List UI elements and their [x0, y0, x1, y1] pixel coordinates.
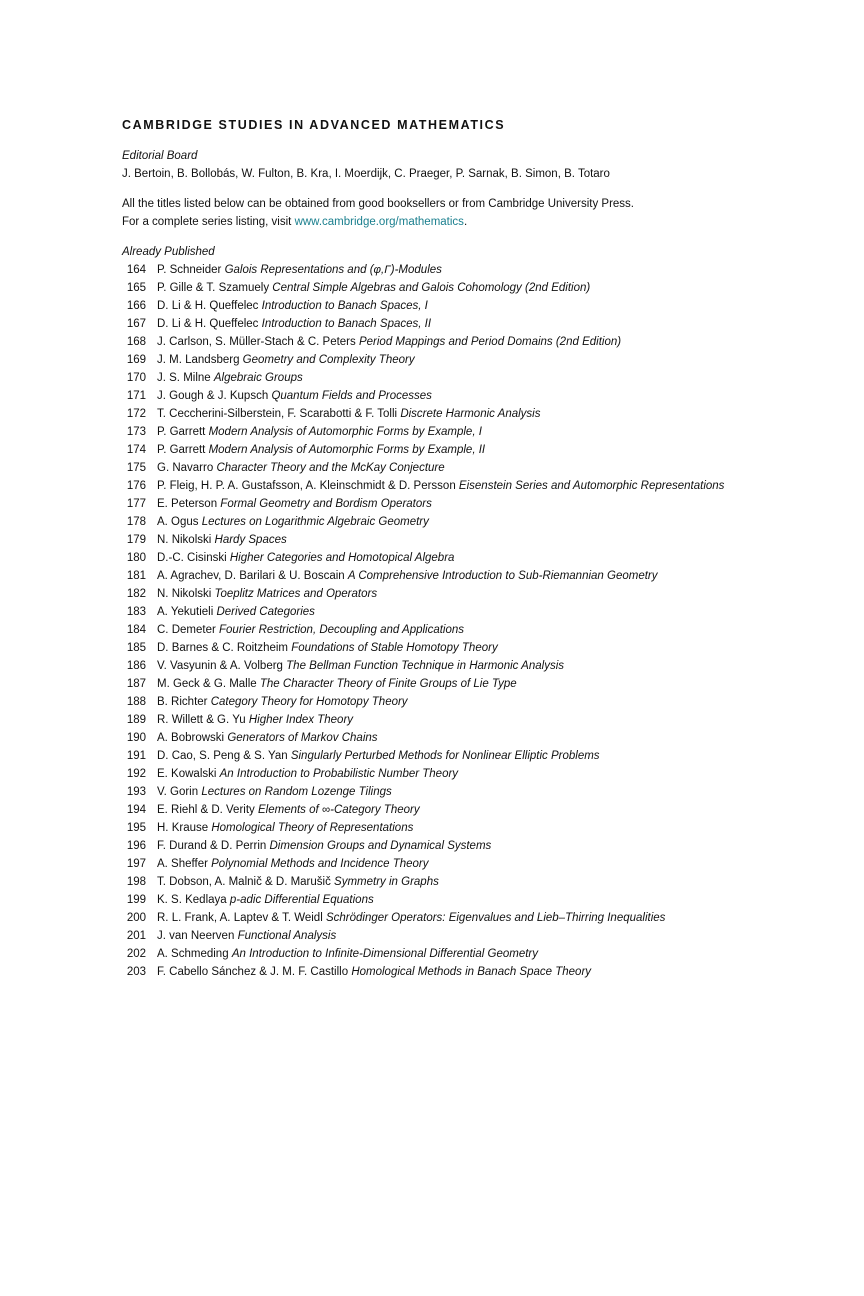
entry-text — [146, 819, 747, 837]
entry-authors: J. Carlson, S. Müller-Stach & C. Peters — [157, 336, 356, 348]
list-item — [122, 621, 762, 639]
entry-authors: J. M. Landsberg — [157, 354, 240, 366]
intro-line-1: All the titles listed below can be obtained from good booksellers or from Cambridge University Press. — [122, 198, 634, 210]
entry-title: Hardy Spaces — [214, 534, 287, 546]
entry-text — [146, 765, 747, 783]
entry-authors: P. Garrett — [157, 444, 206, 456]
entry-title: Singularly Perturbed Methods for Nonlinear Elliptic Problems — [290, 750, 600, 762]
list-item — [122, 567, 762, 585]
volume-number: 179 — [126, 534, 146, 546]
entry-title: Modern Analysis of Automorphic Forms by Example, I — [208, 426, 482, 438]
entry-title: p-adic Differential Equations — [229, 894, 374, 906]
volume-number: 174 — [126, 444, 146, 456]
entry-text — [146, 801, 747, 819]
entry-title: Fourier Restriction, Decoupling and Applications — [219, 624, 465, 636]
editorial-board-members: J. Bertoin, B. Bollobás, W. Fulton, B. Kra, I. Moerdijk, C. Praeger, P. Sarnak, B. Simon, B. Totaro — [122, 168, 610, 180]
volume-number: 183 — [126, 606, 146, 618]
entry-authors: N. Nikolski — [157, 534, 212, 546]
entry-title: Dimension Groups and Dynamical Systems — [269, 840, 492, 852]
intro-prefix: For a complete series listing, visit — [122, 216, 295, 228]
list-item — [122, 369, 762, 387]
entry-title: Geometry and Complexity Theory — [242, 354, 415, 366]
list-item — [122, 549, 762, 567]
entry-authors: D. Barnes & C. Roitzheim — [157, 642, 289, 654]
entry-text — [146, 783, 747, 801]
entry-title: Toeplitz Matrices and Operators — [214, 588, 378, 600]
list-item — [122, 729, 762, 747]
volume-number: 170 — [126, 372, 146, 384]
list-item — [122, 747, 762, 765]
list-item — [122, 387, 762, 405]
volume-number: 191 — [126, 750, 146, 762]
entry-text — [146, 531, 747, 549]
list-item — [122, 531, 762, 549]
entry-authors: A. Schmeding — [157, 948, 229, 960]
list-item — [122, 261, 762, 279]
entry-authors: V. Gorin — [157, 786, 199, 798]
entry-text — [146, 837, 747, 855]
entry-text — [146, 747, 747, 765]
entry-title: Generators of Markov Chains — [227, 732, 378, 744]
entry-authors: F. Durand & D. Perrin — [157, 840, 267, 852]
volume-number: 168 — [126, 336, 146, 348]
volume-number: 169 — [126, 354, 146, 366]
list-item — [122, 441, 762, 459]
list-item — [122, 477, 762, 495]
entry-text — [146, 495, 747, 513]
entry-title: Modern Analysis of Automorphic Forms by Example, II — [208, 444, 486, 456]
entry-title: Derived Categories — [216, 606, 315, 618]
entry-text — [146, 297, 747, 315]
list-item — [122, 279, 762, 297]
volume-number: 176 — [126, 480, 146, 492]
entry-authors: C. Demeter — [157, 624, 216, 636]
already-published-label: Already Published — [122, 246, 215, 258]
entry-authors: P. Gille & T. Szamuely — [157, 282, 270, 294]
list-item — [122, 459, 762, 477]
intro-line-2 — [122, 213, 762, 231]
entry-authors: E. Kowalski — [157, 768, 217, 780]
entry-authors: J. S. Milne — [157, 372, 211, 384]
volume-number: 189 — [126, 714, 146, 726]
list-item — [122, 873, 762, 891]
list-item — [122, 513, 762, 531]
entry-text — [146, 459, 747, 477]
list-item — [122, 801, 762, 819]
entry-authors: A. Ogus — [157, 516, 199, 528]
volume-number: 199 — [126, 894, 146, 906]
entry-title: Eisenstein Series and Automorphic Representations — [458, 480, 725, 492]
list-item — [122, 693, 762, 711]
list-item — [122, 639, 762, 657]
list-item — [122, 603, 762, 621]
entry-authors: T. Ceccherini-Silberstein, F. Scarabotti & F. Tolli — [157, 408, 398, 420]
entry-authors: A. Sheffer — [157, 858, 208, 870]
entry-authors: E. Peterson — [157, 498, 218, 510]
volume-number: 173 — [126, 426, 146, 438]
entry-authors: D. Cao, S. Peng & S. Yan — [157, 750, 288, 762]
list-item — [122, 819, 762, 837]
volume-number: 171 — [126, 390, 146, 402]
entry-title: Schrödinger Operators: Eigenvalues and Lieb–Thirring Inequalities — [325, 912, 666, 924]
volume-number: 188 — [126, 696, 146, 708]
entry-text — [146, 369, 747, 387]
entry-authors: D.-C. Cisinski — [157, 552, 227, 564]
entry-title: Central Simple Algebras and Galois Cohomology (2nd Edition) — [272, 282, 591, 294]
volume-number: 202 — [126, 948, 146, 960]
entry-text — [146, 603, 747, 621]
entry-text — [146, 405, 747, 423]
entry-title: Quantum Fields and Processes — [271, 390, 432, 402]
entry-text — [146, 693, 747, 711]
entry-text — [146, 873, 747, 891]
entry-authors: P. Schneider — [157, 264, 222, 276]
entry-title: Category Theory for Homotopy Theory — [210, 696, 408, 708]
volume-number: 175 — [126, 462, 146, 474]
entry-title: Homological Theory of Representations — [211, 822, 414, 834]
entry-authors: G. Navarro — [157, 462, 214, 474]
entry-authors: A. Bobrowski — [157, 732, 225, 744]
volume-number: 203 — [126, 966, 146, 978]
entry-authors: R. L. Frank, A. Laptev & T. Weidl — [157, 912, 323, 924]
volume-number: 172 — [126, 408, 146, 420]
entry-text — [146, 441, 747, 459]
entry-text — [146, 621, 747, 639]
entry-text — [146, 567, 747, 585]
volume-number: 182 — [126, 588, 146, 600]
list-item — [122, 837, 762, 855]
series-title: CAMBRIDGE STUDIES IN ADVANCED MATHEMATICS — [122, 118, 506, 132]
entry-authors: T. Dobson, A. Malnič & D. Marušič — [157, 876, 331, 888]
entry-authors: A. Yekutieli — [157, 606, 214, 618]
entry-text — [146, 963, 747, 981]
entry-authors: K. S. Kedlaya — [157, 894, 227, 906]
volume-number: 196 — [126, 840, 146, 852]
list-item — [122, 405, 762, 423]
entry-text — [146, 891, 747, 909]
list-item — [122, 711, 762, 729]
entry-title: Lectures on Logarithmic Algebraic Geometry — [201, 516, 429, 528]
list-item — [122, 333, 762, 351]
entry-title: Symmetry in Graphs — [334, 876, 439, 888]
volume-number: 186 — [126, 660, 146, 672]
editorial-board-label: Editorial Board — [122, 150, 198, 162]
list-item — [122, 945, 762, 963]
entry-authors: H. Krause — [157, 822, 209, 834]
entry-title: Galois Representations and (φ,Γ)-Modules — [224, 264, 442, 276]
entry-text — [146, 945, 747, 963]
entry-text — [146, 333, 747, 351]
entry-authors: A. Agrachev, D. Barilari & U. Boscain — [157, 570, 345, 582]
intro-suffix: . — [463, 216, 468, 228]
entry-text — [146, 585, 747, 603]
entry-text — [146, 423, 747, 441]
entry-text — [146, 639, 747, 657]
list-item — [122, 495, 762, 513]
list-item — [122, 765, 762, 783]
entry-authors: P. Fleig, H. P. A. Gustafsson, A. Kleinschmidt & D. Persson — [157, 480, 456, 492]
volume-number: 177 — [126, 498, 146, 510]
volume-number: 198 — [126, 876, 146, 888]
volume-number: 201 — [126, 930, 146, 942]
entry-title: Homological Methods in Banach Space Theory — [351, 966, 592, 978]
entry-authors: R. Willett & G. Yu — [157, 714, 246, 726]
series-page — [122, 116, 762, 981]
entry-text — [146, 855, 747, 873]
volume-number: 166 — [126, 300, 146, 312]
entry-text — [146, 909, 747, 927]
volume-number: 192 — [126, 768, 146, 780]
entry-title: An Introduction to Probabilistic Number Theory — [219, 768, 459, 780]
entry-authors: D. Li & H. Queffelec — [157, 300, 259, 312]
volume-number: 164 — [126, 264, 146, 276]
list-item — [122, 963, 762, 981]
entry-title: Character Theory and the McKay Conjecture — [216, 462, 445, 474]
volume-number: 184 — [126, 624, 146, 636]
list-item — [122, 909, 762, 927]
entry-title: Elements of ∞-Category Theory — [258, 804, 420, 816]
volume-number: 197 — [126, 858, 146, 870]
entry-text — [146, 549, 747, 567]
entry-authors: E. Riehl & D. Verity — [157, 804, 255, 816]
entry-authors: B. Richter — [157, 696, 208, 708]
entry-title: A Comprehensive Introduction to Sub-Riemannian Geometry — [347, 570, 658, 582]
list-item — [122, 927, 762, 945]
entry-title: Formal Geometry and Bordism Operators — [220, 498, 432, 510]
entry-title: Polynomial Methods and Incidence Theory — [211, 858, 429, 870]
entry-authors: F. Cabello Sánchez & J. M. F. Castillo — [157, 966, 349, 978]
entry-title: Lectures on Random Lozenge Tilings — [201, 786, 392, 798]
entry-text — [146, 477, 747, 495]
entry-text — [146, 711, 747, 729]
entry-authors: J. Gough & J. Kupsch — [157, 390, 269, 402]
entry-text — [146, 729, 747, 747]
entry-title: Algebraic Groups — [213, 372, 303, 384]
entry-text — [146, 279, 747, 297]
list-item — [122, 297, 762, 315]
entry-title: Introduction to Banach Spaces, I — [261, 300, 428, 312]
entry-title: Higher Categories and Homotopical Algebra — [229, 552, 455, 564]
entry-title: Foundations of Stable Homotopy Theory — [291, 642, 498, 654]
entry-text — [146, 387, 747, 405]
volume-number: 190 — [126, 732, 146, 744]
list-item — [122, 585, 762, 603]
list-item — [122, 657, 762, 675]
published-list — [122, 261, 762, 981]
volume-number: 193 — [126, 786, 146, 798]
entry-text — [146, 657, 747, 675]
list-item — [122, 351, 762, 369]
list-item — [122, 891, 762, 909]
entry-text — [146, 675, 747, 693]
volume-number: 180 — [126, 552, 146, 564]
volume-number: 200 — [126, 912, 146, 924]
volume-number: 178 — [126, 516, 146, 528]
entry-authors: N. Nikolski — [157, 588, 212, 600]
list-item — [122, 315, 762, 333]
entry-title: Higher Index Theory — [248, 714, 354, 726]
series-website-link[interactable]: www.cambridge.org/mathematics — [294, 216, 464, 228]
entry-title: Period Mappings and Period Domains (2nd Edition) — [358, 336, 622, 348]
entry-text — [146, 351, 747, 369]
volume-number: 194 — [126, 804, 146, 816]
entry-title: Discrete Harmonic Analysis — [400, 408, 541, 420]
entry-text — [146, 315, 747, 333]
volume-number: 167 — [126, 318, 146, 330]
entry-title: Functional Analysis — [237, 930, 337, 942]
list-item — [122, 675, 762, 693]
volume-number: 165 — [126, 282, 146, 294]
volume-number: 181 — [126, 570, 146, 582]
volume-number: 195 — [126, 822, 146, 834]
entry-authors: M. Geck & G. Malle — [157, 678, 257, 690]
entry-authors: V. Vasyunin & A. Volberg — [157, 660, 283, 672]
entry-authors: P. Garrett — [157, 426, 206, 438]
entry-title: An Introduction to Infinite-Dimensional Differential Geometry — [231, 948, 538, 960]
entry-title: Introduction to Banach Spaces, II — [261, 318, 432, 330]
list-item — [122, 783, 762, 801]
entry-text — [146, 513, 747, 531]
list-item — [122, 423, 762, 441]
volume-number: 187 — [126, 678, 146, 690]
entry-title: The Bellman Function Technique in Harmonic Analysis — [286, 660, 564, 672]
volume-number: 185 — [126, 642, 146, 654]
list-item — [122, 855, 762, 873]
entry-authors: D. Li & H. Queffelec — [157, 318, 259, 330]
entry-title: The Character Theory of Finite Groups of Lie Type — [259, 678, 517, 690]
entry-authors: J. van Neerven — [157, 930, 235, 942]
entry-text — [146, 927, 747, 945]
entry-text — [146, 261, 747, 279]
